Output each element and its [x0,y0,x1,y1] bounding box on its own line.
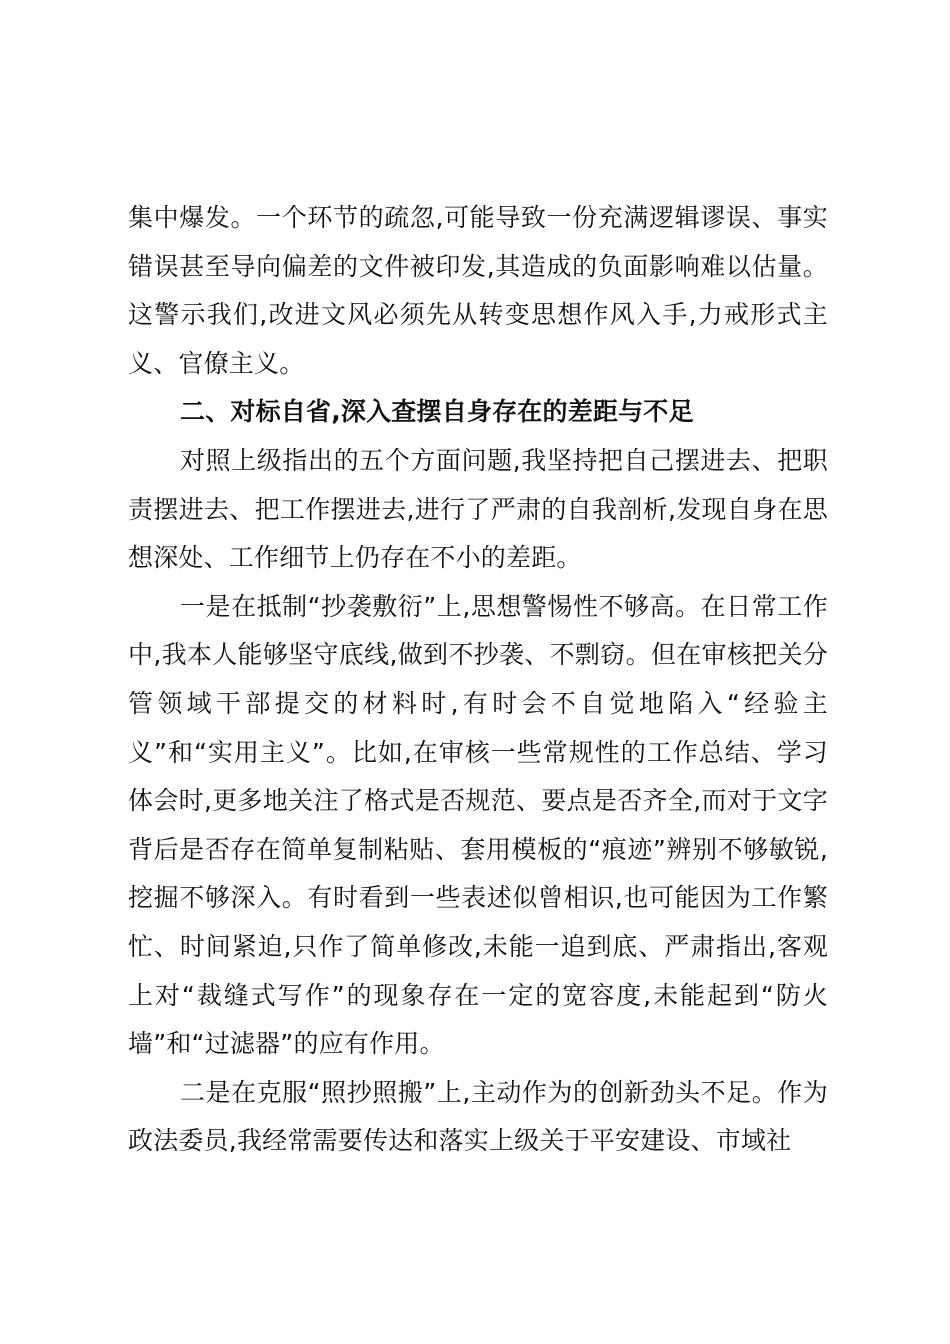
section-heading: 二、对标自省,深入查摆自身存在的差距与不足 [180,397,694,427]
paragraph-point-one: 一是在抵制“抄袭敷衍”上,思想警惕性不够高。在日常工作中,我本人能够坚守底线,做到不抄袭、不剽窃。但在审核把关分管领域干部提交的材料时,有时会不自觉地陷入“经验主义”和“实用主义”。比如,在审核一些常规性的工作总结、学习体会时,更多地关注了格式是否规范、要点是否齐全,而对于文字背后是否存在简单复制粘贴、套用模板的“痕迹”辨别不够敏锐,挖掘不够深入。有时看到一些表述似曾相识,也可能因为工作繁忙、时间紧迫,只作了简单修改,未能一追到底、严肃指出,客观上对“裁缝式写作”的现象存在一定的宽容度,未能起到“防火墙”和“过滤器”的应有作用。 [128,591,828,1059]
paragraph-continuation: 集中爆发。一个环节的疏忽,可能导致一份充满逻辑谬误、事实错误甚至导向偏差的文件被印发,其造成的负面影响难以估量。这警示我们,改进文风必须先从转变思想作风入手,力戒形式主义、官僚主义。 [128,203,828,378]
paragraph-self-analysis: 对照上级指出的五个方面问题,我坚持把自己摆进去、把职责摆进去、把工作摆进去,进行了严肃的自我剖析,发现自身在思想深处、工作细节上仍存在不小的差距。 [128,445,828,573]
document-page [128,194,828,1166]
paragraph-point-two: 二是在克服“照抄照搬”上,主动作为的创新劲头不足。作为政法委员,我经常需要传达和落实上级关于平安建设、市域社 [128,1077,828,1156]
